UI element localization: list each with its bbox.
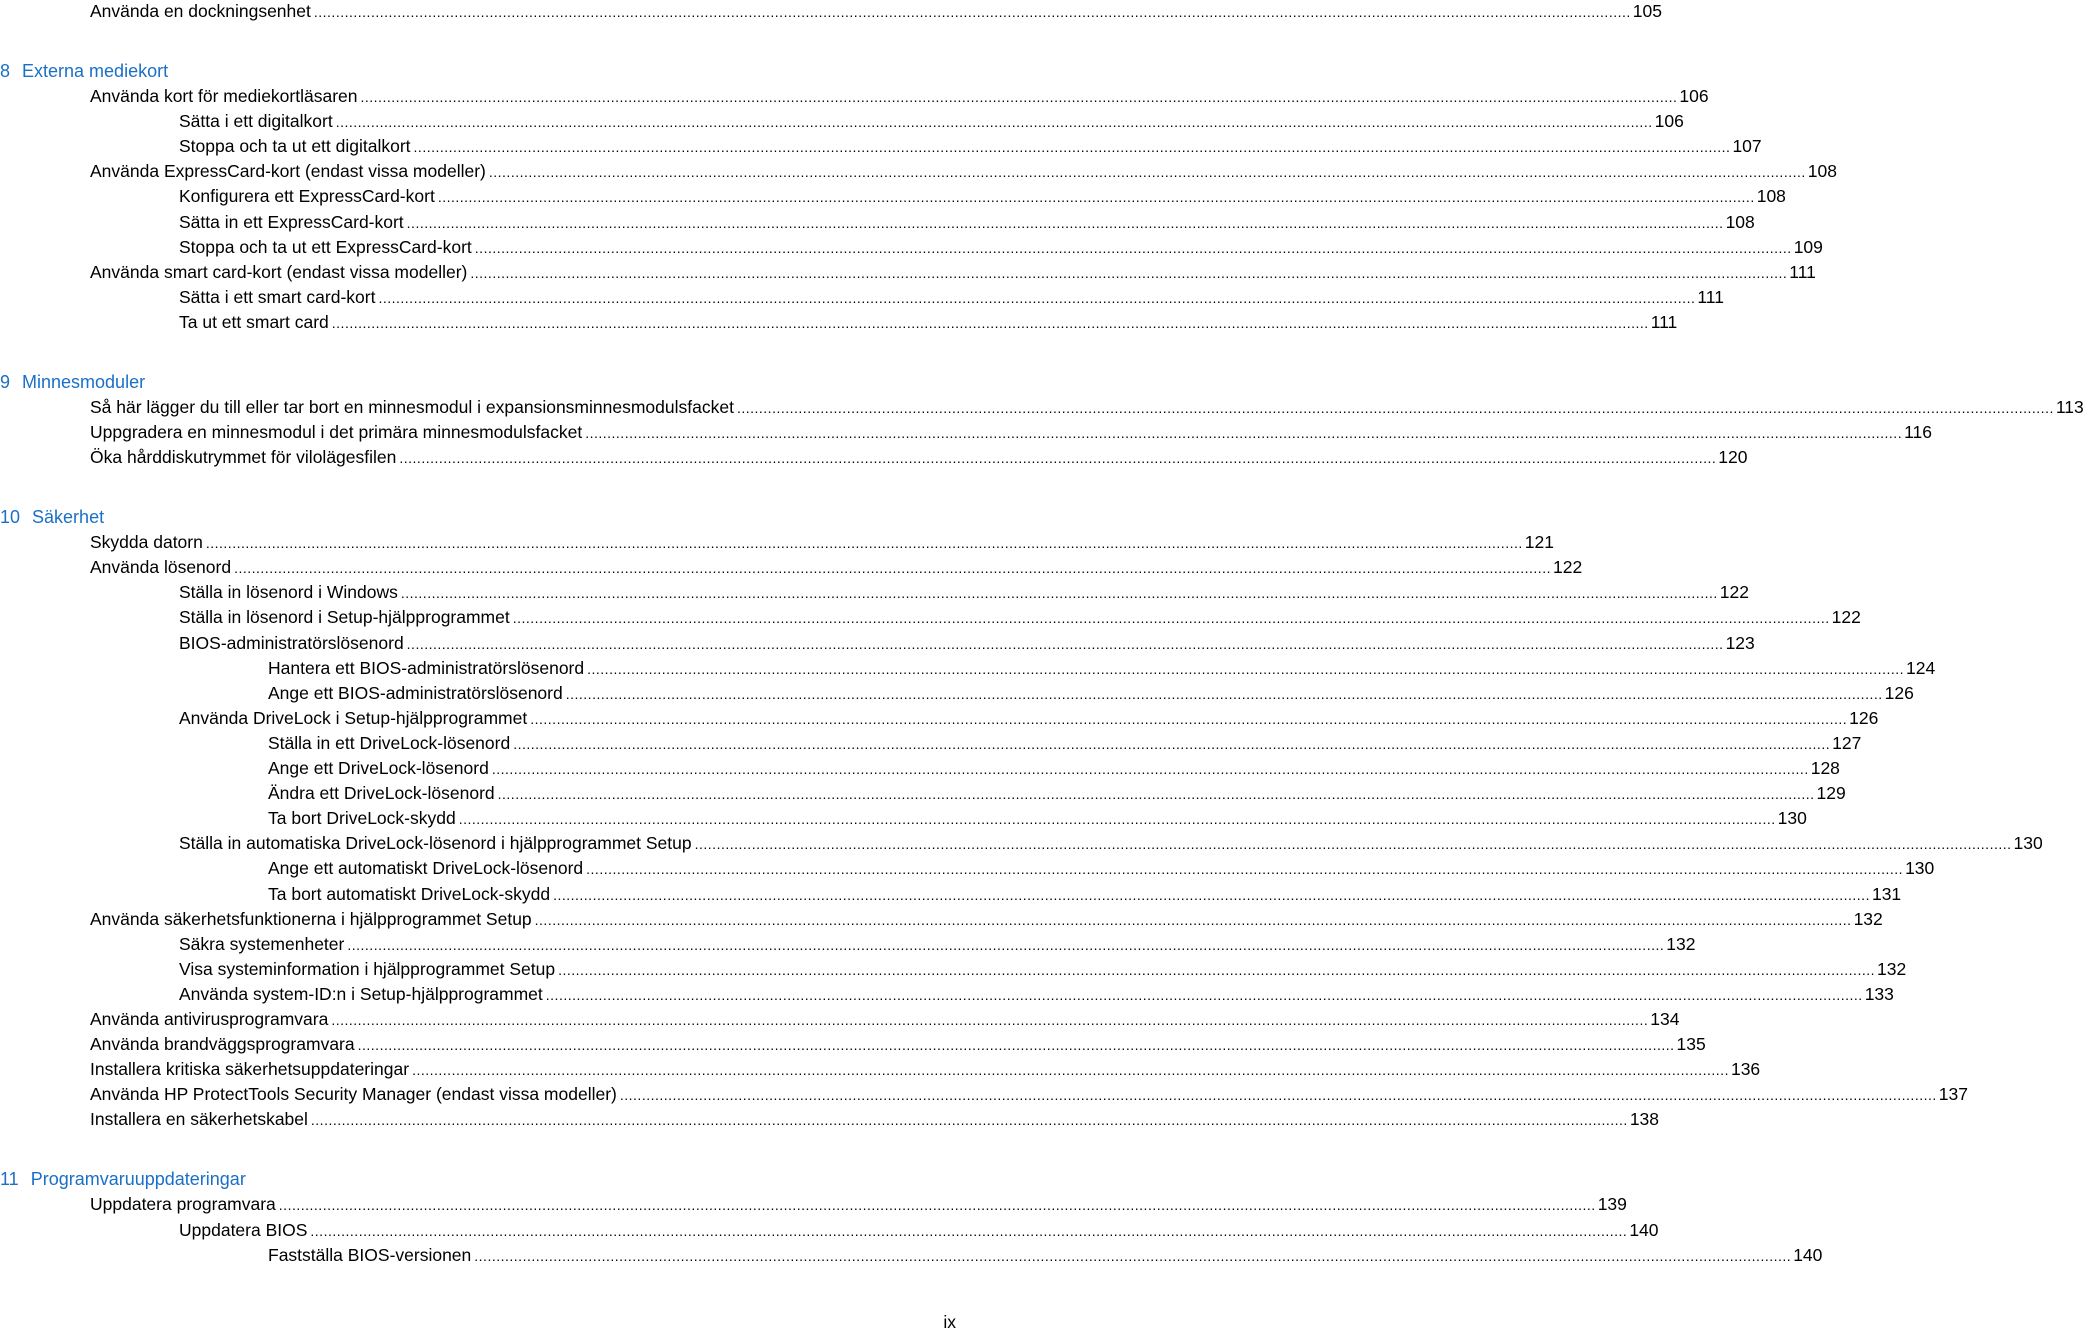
toc-entry-page: 106 [1654,111,1684,132]
toc-entry[interactable] [179,983,1894,1008]
toc-entry[interactable] [90,446,1748,471]
toc-entry-page: 106 [1679,86,1709,106]
toc-entry-title: Använda ExpressCard-kort (endast vissa modeller) [90,161,486,182]
toc-entry-page: 132 [1853,908,1883,929]
toc-entry[interactable] [268,682,1914,707]
toc-entry-title: Uppgradera en minnesmodul i det primära minnesmodulsfacket [90,422,583,442]
toc-entry[interactable] [179,606,1861,631]
dot-leader: ............................................................................................................................................................................................................................................................................................................ [357,1037,1675,1054]
dot-leader: ............................................................................................................................................................................................................................................................................................................ [513,735,1831,752]
dot-leader: ............................................................................................................................................................................................................................................................................................................ [458,811,1776,828]
toc-entry-title: Använda en dockningsenhet [90,1,311,21]
toc-entry[interactable] [179,707,1879,732]
toc-entry[interactable] [179,311,1678,336]
toc-entry-title: Ta bort DriveLock-skydd [268,808,456,829]
toc-entry-page: 111 [1697,286,1724,307]
toc-entry[interactable] [179,632,1755,657]
toc-entry[interactable] [179,286,1724,311]
dot-leader: ............................................................................................................................................................................................................................................................................................................ [331,1012,1649,1028]
toc-entry-title: Hantera ett BIOS-administratörslösenord [268,657,585,678]
chapter-number: 11 [0,1169,19,1190]
toc-entry-title: Sätta i ett digitalkort [179,111,333,132]
toc-entry[interactable] [90,1083,1968,1108]
toc-entry-page: 124 [1906,657,1936,678]
toc-entry[interactable] [90,1108,1660,1133]
toc-entry-title: Ställa in ett DriveLock-lösenord [268,732,511,753]
toc-entry-page: 108 [1807,161,1837,182]
toc-entry-page: 121 [1524,532,1554,553]
chapter-title: Programvaruuppdateringar [30,1169,246,1190]
toc-entry-page: 116 [1904,422,1932,442]
toc-entry-title: Stoppa och ta ut ett ExpressCard-kort [179,236,472,257]
dot-leader: ............................................................................................................................................................................................................................................................................................................ [474,239,1792,256]
toc-entry-title: Använda kort för mediekortläsaren [90,86,358,106]
toc-entry-page: 122 [1831,607,1861,628]
chapter-title: Minnesmoduler [22,371,146,392]
toc-entry[interactable] [90,0,1662,25]
toc-entry-title: Säkra systemenheter [179,933,345,954]
dot-leader: ............................................................................................................................................................................................................................................................................................................ [534,911,1852,928]
toc-entry-page: 135 [1676,1034,1706,1055]
toc-entry-title: Använda brandväggsprogramvara [90,1034,355,1055]
toc-entry[interactable] [268,883,1902,908]
dot-leader: ............................................................................................................................................................................................................................................................................................................ [310,1222,1628,1239]
dot-leader: ............................................................................................................................................................................................................................................................................................................ [553,886,1870,903]
dot-leader: ............................................................................................................................................................................................................................................................................................................ [619,1087,1937,1104]
toc-entry-title: Ändra ett DriveLock-lösenord [268,783,495,804]
dot-leader: ............................................................................................................................................................................................................................................................................................................ [412,1062,1729,1079]
toc-entry[interactable] [90,160,1837,185]
dot-leader: ............................................................................................................................................................................................................................................................................................................ [399,450,1717,467]
toc-entry[interactable] [179,185,1786,210]
toc-entry-title: Ange ett DriveLock-lösenord [268,758,489,778]
toc-entry[interactable] [90,531,1554,556]
dot-leader: ............................................................................................................................................................................................................................................................................................................ [347,936,1665,953]
toc-entry[interactable] [268,1244,1823,1269]
toc-entry[interactable] [90,85,1709,110]
dot-leader: ............................................................................................................................................................................................................................................................................................................ [530,710,1848,727]
toc-entry[interactable] [90,1193,1627,1218]
toc-entry[interactable] [90,261,1816,286]
toc-entry[interactable] [90,556,1583,581]
toc-entry-title: Så här lägger du till eller tar bort en minnesmodul i expansionsminnesmodulsfacket [90,396,734,417]
toc-entry[interactable] [90,908,1883,933]
toc-entry[interactable] [268,732,1862,757]
dot-leader: ............................................................................................................................................................................................................................................................................................................ [278,1197,1596,1214]
toc-entry-title: Använda säkerhetsfunktionerna i hjälpprogrammet Setup [90,908,532,929]
toc-entry[interactable] [268,807,1807,832]
dot-leader: ............................................................................................................................................................................................................................................................................................................ [406,635,1724,652]
toc-entry-title: Skydda datorn [90,532,203,553]
toc-entry-title: Sätta in ett ExpressCard-kort [179,211,404,232]
chapter-number: 8 [0,60,11,81]
chapter-title: Säkerhet [32,507,105,527]
toc-entry-page: 120 [1718,447,1748,468]
dot-leader: ............................................................................................................................................................................................................................................................................................................ [234,560,1551,577]
toc-entry[interactable] [90,1058,1761,1083]
toc-entry-page: 129 [1816,783,1846,804]
toc-entry-title: Använda DriveLock i Setup-hjälpprogrammet [179,707,528,728]
chapter-title: Externa mediekort [22,60,169,81]
chapter-number: 9 [0,371,11,392]
dot-leader: ............................................................................................................................................................................................................................................................................................................ [313,4,1631,20]
toc-entry[interactable] [179,832,2043,857]
toc-entry-page: 130 [2013,833,2043,854]
toc-entry-title: Ta bort automatiskt DriveLock-skydd [268,883,551,904]
toc-entry-title: Installera kritiska säkerhetsuppdateringar [90,1059,410,1080]
toc-entry-page: 136 [1730,1059,1761,1080]
toc-entry[interactable] [90,421,1932,446]
toc-entry-page: 132 [1877,958,1907,979]
chapter-number: 10 [0,507,21,527]
toc-entry-page: 123 [1725,632,1755,653]
toc-entry[interactable] [179,110,1684,135]
toc-entry-title: Ställa in lösenord i Setup-hjälpprogrammet [179,607,510,628]
toc-entry-page: 126 [1884,682,1914,703]
dot-leader: ............................................................................................................................................................................................................................................................................................................ [587,660,1905,677]
dot-leader: ............................................................................................................................................................................................................................................................................................................ [406,214,1724,231]
toc-entry[interactable] [268,657,1936,682]
toc-entry[interactable] [179,236,1823,261]
toc-entry-page: 133 [1864,983,1894,1004]
toc-entry-title: Sätta i ett smart card-kort [179,286,376,307]
toc-entry-page: 122 [1719,582,1749,603]
toc-entry-title: Uppdatera BIOS [179,1219,308,1240]
toc-entry-title: Ange ett automatiskt DriveLock-lösenord [268,858,584,879]
toc-entry-page: 111 [1789,261,1816,282]
toc-entry-page: 139 [1597,1194,1627,1215]
dot-leader: ............................................................................................................................................................................................................................................................................................................ [400,585,1718,602]
toc-entry[interactable] [179,1219,1659,1244]
toc-entry-page: 140 [1793,1244,1823,1265]
toc-entry-title: Installera en säkerhetskabel [90,1109,308,1130]
toc-entry-page: 108 [1725,211,1755,232]
toc-entry[interactable] [179,958,1907,983]
dot-leader: ............................................................................................................................................................................................................................................................................................................ [558,961,1876,978]
toc-entry-page: 105 [1632,1,1662,21]
toc-entry-title: Visa systeminformation i hjälpprogrammet Setup [179,958,556,979]
dot-leader: ............................................................................................................................................................................................................................................................................................................ [491,761,1809,777]
toc-entry-title: Använda HP ProtectTools Security Manager (endast vissa modeller) [90,1084,617,1105]
toc-entry-page: 130 [1777,808,1807,829]
dot-leader: ............................................................................................................................................................................................................................................................................................................ [512,610,1830,627]
toc-entry-page: 137 [1938,1084,1968,1105]
toc-entry-title: Uppdatera programvara [90,1194,276,1215]
dot-leader: ............................................................................................................................................................................................................................................................................................................ [310,1112,1628,1129]
toc-entry[interactable] [90,1008,1680,1033]
toc-entry-page: 122 [1552,557,1583,578]
toc-entry-page: 138 [1629,1109,1660,1130]
chapter-heading[interactable] [0,371,145,396]
dot-leader: ............................................................................................................................................................................................................................................................................................................ [360,89,1678,105]
chapter-heading[interactable] [0,1168,246,1193]
toc-entry-title: Ange ett BIOS-administratörslösenord [268,682,563,703]
dot-leader: ............................................................................................................................................................................................................................................................................................................ [736,399,2054,416]
toc-entry-page: 111 [1650,311,1678,332]
toc-entry[interactable] [179,211,1755,236]
chapter-heading[interactable] [0,60,168,85]
toc-entry-title: Använda lösenord [90,557,232,578]
toc-entry-title: Använda smart card-kort (endast vissa modeller) [90,261,468,282]
toc-entry-page: 130 [1905,858,1935,879]
dot-leader: ............................................................................................................................................................................................................................................................................................................ [335,114,1653,131]
toc-entry-title: Använda antivirusprogramvara [90,1009,329,1029]
toc-entry-title: Ställa in lösenord i Windows [179,582,398,603]
toc-entry[interactable] [179,581,1749,606]
toc-entry-page: 140 [1629,1219,1659,1240]
toc-entry-title: Konfigurera ett ExpressCard-kort [179,186,435,207]
toc-entry[interactable] [268,857,1935,882]
toc-entry-title: BIOS-administratörslösenord [179,632,404,653]
toc-entry-page: 127 [1832,732,1862,753]
toc-entry-title: Ta ut ett smart card [179,311,329,332]
toc-entry-title: Ställa in automatiska DriveLock-lösenord i hjälpprogrammet Setup [179,833,692,854]
toc-entry-page: 108 [1756,186,1786,207]
toc-entry-page: 132 [1666,933,1696,954]
toc-entry[interactable] [268,782,1846,807]
dot-leader: ............................................................................................................................................................................................................................................................................................................ [331,314,1649,331]
dot-leader: ............................................................................................................................................................................................................................................................................................................ [586,861,1904,878]
dot-leader: ............................................................................................................................................................................................................................................................................................................ [470,264,1788,281]
toc-entry-page: 131 [1871,883,1902,904]
toc-entry-page: 109 [1793,236,1823,257]
toc-entry-page: 113 [2055,396,2084,417]
toc-entry-title: Använda system-ID:n i Setup-hjälpprogrammet [179,983,543,1004]
dot-leader: ............................................................................................................................................................................................................................................................................................................ [413,139,1731,156]
dot-leader: ............................................................................................................................................................................................................................................................................................................ [585,425,1903,441]
dot-leader: ............................................................................................................................................................................................................................................................................................................ [205,535,1523,552]
dot-leader: ............................................................................................................................................................................................................................................................................................................ [488,164,1806,181]
dot-leader: ............................................................................................................................................................................................................................................................................................................ [474,1247,1792,1264]
toc-entry[interactable] [179,933,1696,958]
toc-entry-page: 134 [1650,1009,1680,1029]
toc-entry-title: Stoppa och ta ut ett digitalkort [179,136,411,157]
toc-entry[interactable] [268,757,1840,782]
toc-entry[interactable] [90,396,2084,421]
toc-entry[interactable] [90,1033,1706,1058]
dot-leader: ............................................................................................................................................................................................................................................................................................................ [545,986,1863,1003]
dot-leader: ............................................................................................................................................................................................................................................................................................................ [694,836,2012,853]
chapter-heading[interactable] [0,506,104,531]
toc-entry-page: 107 [1732,136,1762,157]
dot-leader: ............................................................................................................................................................................................................................................................................................................ [497,786,1815,803]
toc-entry-page: 126 [1849,707,1879,728]
dot-leader: ............................................................................................................................................................................................................................................................................................................ [437,189,1755,206]
toc-entry[interactable] [179,135,1762,160]
toc-entry-title: Öka hårddiskutrymmet för vilolägesfilen [90,447,397,468]
toc-entry-page: 128 [1810,758,1840,778]
dot-leader: ............................................................................................................................................................................................................................................................................................................ [565,685,1883,702]
page-number: ix [943,1312,956,1332]
dot-leader: ............................................................................................................................................................................................................................................................................................................ [378,289,1696,306]
toc-entry-title: Fastställa BIOS-versionen [268,1244,472,1265]
